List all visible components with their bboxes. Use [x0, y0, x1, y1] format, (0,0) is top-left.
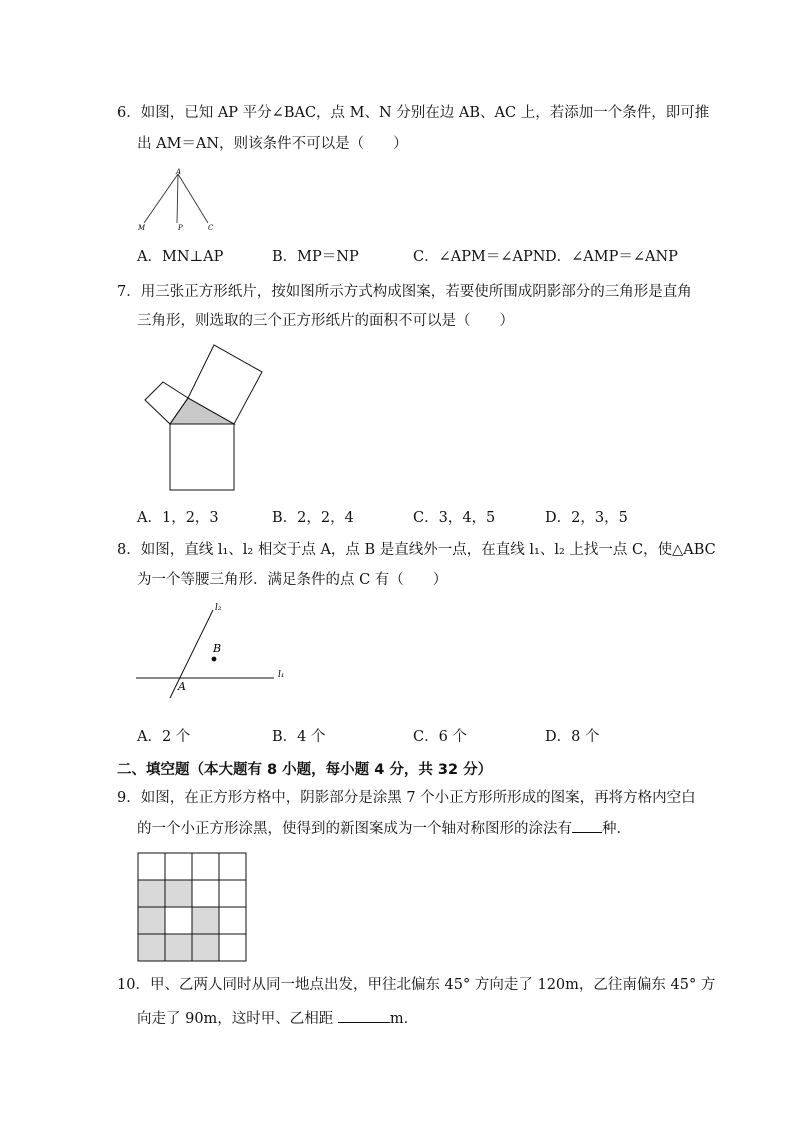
q6-choice-d: D．∠AMP＝∠ANP	[545, 249, 678, 265]
grid-cell-shaded	[165, 934, 192, 961]
q9-answer-blank[interactable]	[572, 818, 602, 833]
q7-choice-b: B．2，2，4	[272, 510, 354, 526]
grid-cell-shaded	[165, 880, 192, 907]
q8-label-l2: l₂	[215, 603, 222, 613]
q9-line2-suffix: 种．	[602, 821, 631, 837]
q8-label-a: A	[178, 680, 186, 693]
q6-label-m: M	[138, 224, 146, 232]
grid-cell	[138, 853, 165, 880]
q9-line2-text: 的一个小正方形涂黑，使得到的新图案成为一个轴对称图形的涂法有	[137, 821, 572, 837]
q10-line2	[137, 1008, 418, 1029]
q10-line2-suffix: m．	[389, 1011, 419, 1027]
q7-choice-a: A．1，2，3	[137, 510, 219, 526]
q8-choice-b: B．4 个	[272, 729, 326, 745]
grid-cell	[219, 880, 246, 907]
section-fill-in-heading: 二、填空题（本大题有 8 小题，每小题 4 分，共 32 分）	[117, 762, 493, 778]
q6-choice-a: A．MN⊥AP	[137, 249, 224, 265]
grid-cell	[219, 934, 246, 961]
grid-cell-shaded	[138, 880, 165, 907]
grid-cell-shaded	[192, 907, 219, 934]
q10-line1: 10．甲、乙两人同时从同一地点出发，甲往北偏东 45° 方向走了 120m，乙往南偏东 45° 方	[117, 977, 716, 993]
grid-cell-shaded	[192, 934, 219, 961]
grid-cell	[192, 880, 219, 907]
q10-line2-text: 向走了 90m，这时甲、乙相距	[137, 1011, 334, 1027]
q6-label-a: A	[176, 168, 182, 176]
q8-line-l2	[170, 610, 213, 698]
q8-choice-a: A．2 个	[137, 729, 191, 745]
q9-grid-figure	[137, 852, 249, 962]
q6-label-c: C	[208, 224, 214, 232]
q6-figure	[136, 168, 226, 234]
q7-figure	[140, 342, 266, 494]
q8-label-l1: l₁	[278, 670, 285, 680]
q9-line1: 9．如图，在正方形方格中，阴影部分是涂黑 7 个小正方形所形成的图案，再将方格内空白	[117, 790, 696, 806]
q8-choice-c: C．6 个	[413, 729, 467, 745]
q9-line2	[137, 818, 631, 839]
q6-line2: 出 AM＝AN，则该条件不可以是（ ）	[137, 136, 408, 152]
q6-label-p: P	[178, 224, 183, 232]
q7-choice-c: C．3，4，5	[413, 510, 496, 526]
grid-cell	[165, 853, 192, 880]
q8-line1: 8．如图，直线 l₁、l₂ 相交于点 A，点 B 是直线外一点，在直线 l₁、l₂ 上找一点 C，使△ABC	[117, 542, 716, 558]
q6-choice-c: C．∠APM＝∠APN	[413, 249, 546, 265]
q7-choice-d: D．2，3，5	[545, 510, 628, 526]
grid-cell	[219, 907, 246, 934]
grid-cell	[165, 907, 192, 934]
grid-cell	[219, 853, 246, 880]
grid-cell	[192, 853, 219, 880]
q6-line1: 6．如图，已知 AP 平分∠BAC，点 M、N 分别在边 AB、AC 上，若添加一个条件，即可推	[117, 105, 710, 121]
q7-line1: 7．用三张正方形纸片，按如图所示方式构成图案，若要使所围成阴影部分的三角形是直角	[117, 284, 692, 300]
q8-label-b: B	[213, 642, 222, 655]
grid-cell-shaded	[138, 934, 165, 961]
q7-line2: 三角形，则选取的三个正方形纸片的面积不可以是（ ）	[137, 313, 514, 329]
q8-line2: 为一个等腰三角形．满足条件的点 C 有（ ）	[137, 572, 448, 588]
grid-cell-shaded	[138, 907, 165, 934]
q8-choice-d: D．8 个	[545, 729, 600, 745]
q10-answer-blank[interactable]	[338, 1008, 390, 1023]
q8-point-b	[212, 657, 217, 662]
q6-choice-b: B．MP＝NP	[272, 249, 359, 265]
q7-large-square	[170, 424, 234, 490]
q8-figure	[136, 600, 296, 700]
